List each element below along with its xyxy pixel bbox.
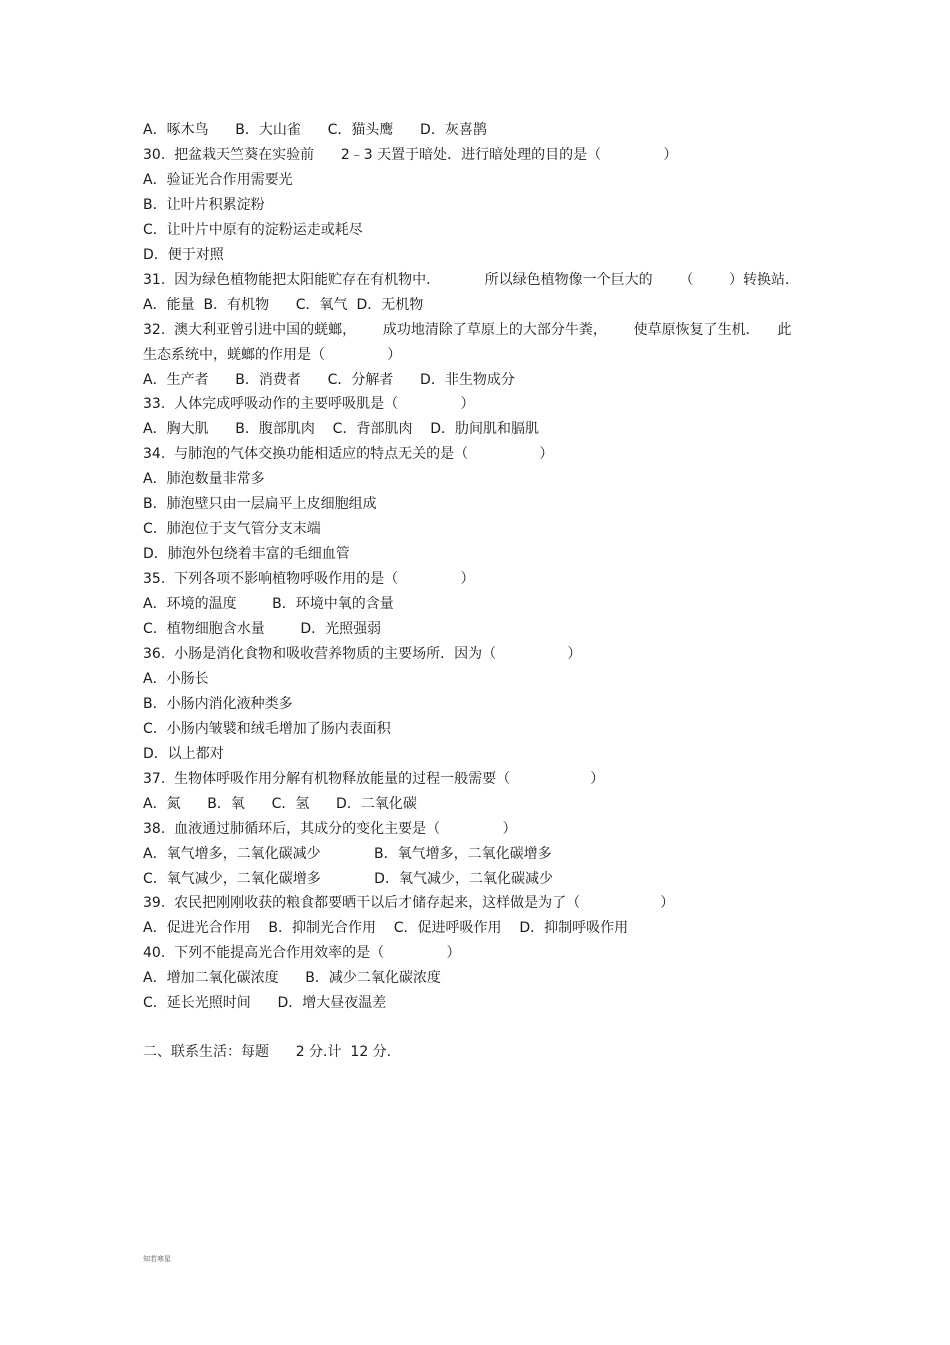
text-line: 33. 人体完成呼吸动作的主要呼吸肌是（ ） <box>143 396 475 413</box>
text-line: C．小肠内皱襞和绒毛增加了肠内表面积 <box>143 720 391 737</box>
text-line: A．小肠长 <box>143 670 209 687</box>
text-line: B．小肠内消化液种类多 <box>143 695 293 712</box>
text-line: A．肺泡数量非常多 <box>143 471 265 488</box>
text-line: A．胸大肌 B．腹部肌肉 C．背部肌肉 D．肋间肌和膈肌 <box>143 421 540 438</box>
text-line: A．验证光合作用需要光 <box>143 171 293 188</box>
text-line: D．便于对照 <box>143 246 224 263</box>
text-line: 30. 把盆栽天竺葵在实验前 2﹣3 天置于暗处．进行暗处理的目的是（ ） <box>143 146 678 163</box>
text-line: A．环境的温度 B．环境中氧的含量 <box>143 596 394 612</box>
text-line: C．植物细胞含水量 D．光照强弱 <box>143 621 382 637</box>
text-line: 32. 澳大利亚曾引进中国的蜣螂， 成功地清除了草原上的大部分牛粪， 使草原恢复了生机． 此 <box>143 321 792 338</box>
text-line: 生态系统中，蜣螂的作用是（ ） <box>143 346 402 363</box>
text-line: 38. 血液通过肺循环后，其成分的变化主要是（ ） <box>143 820 517 837</box>
text-line: 36. 小肠是消化食物和吸收营养物质的主要场所．因为（ ） <box>143 645 582 662</box>
text-line: 35. 下列各项不影响植物呼吸作用的是（ ） <box>143 571 475 588</box>
text-line: 40. 下列不能提高光合作用效率的是（ ） <box>143 945 461 962</box>
text-line: A．促进光合作用 B．抑制光合作用 C．促进呼吸作用 D．抑制呼吸作用 <box>143 920 629 937</box>
text-line: 34. 与肺泡的气体交换功能相适应的特点无关的是（ ） <box>143 446 554 463</box>
text-line: B．肺泡壁只由一层扁平上皮细胞组成 <box>143 496 377 513</box>
text-line: 39. 农民把刚刚收获的粮食都要晒干以后才储存起来，这样做是为了（ ） <box>143 895 675 912</box>
text-line: A．啄木鸟 B．大山雀 C．猫头鹰 D．灰喜鹊 <box>143 122 487 138</box>
text-line: C．让叶片中原有的淀粉运走或耗尽 <box>143 221 363 238</box>
text-line: B．让叶片积累淀粉 <box>143 196 265 213</box>
text-line: D．以上都对 <box>143 745 224 762</box>
text-line: 31. 因为绿色植物能把太阳能贮存在有机物中． 所以绿色植物像一个巨大的 （ ）转换站． <box>143 271 799 288</box>
text-line: A．生产者 B．消费者 C．分解者 D．非生物成分 <box>143 371 515 388</box>
text-line: C．氧气减少，二氧化碳增多 D．氧气减少，二氧化碳减少 <box>143 870 553 887</box>
text-line: A．氧气增多，二氧化碳减少 B．氧气增多，二氧化碳增多 <box>143 845 552 862</box>
text-line: 37. 生物体呼吸作用分解有机物释放能量的过程一般需要（ ） <box>143 770 605 787</box>
text-line: C．延长光照时间 D．增大昼夜温差 <box>143 995 387 1012</box>
text-line: A．增加二氧化碳浓度 B．减少二氧化碳浓度 <box>143 970 441 987</box>
page-footer: 知若寒星 <box>143 1255 171 1263</box>
text-line: A．氮 B．氧 C．氢 D．二氧化碳 <box>143 795 417 812</box>
text-line: C．肺泡位于支气管分支末端 <box>143 521 321 538</box>
text-line: A．能量 B．有机物 C．氧气 D．无机物 <box>143 296 424 313</box>
section-heading: 二、联系生活：每题 2 分.计 12 分. <box>143 1044 392 1060</box>
text-line: D．肺泡外包绕着丰富的毛细血管 <box>143 546 350 563</box>
